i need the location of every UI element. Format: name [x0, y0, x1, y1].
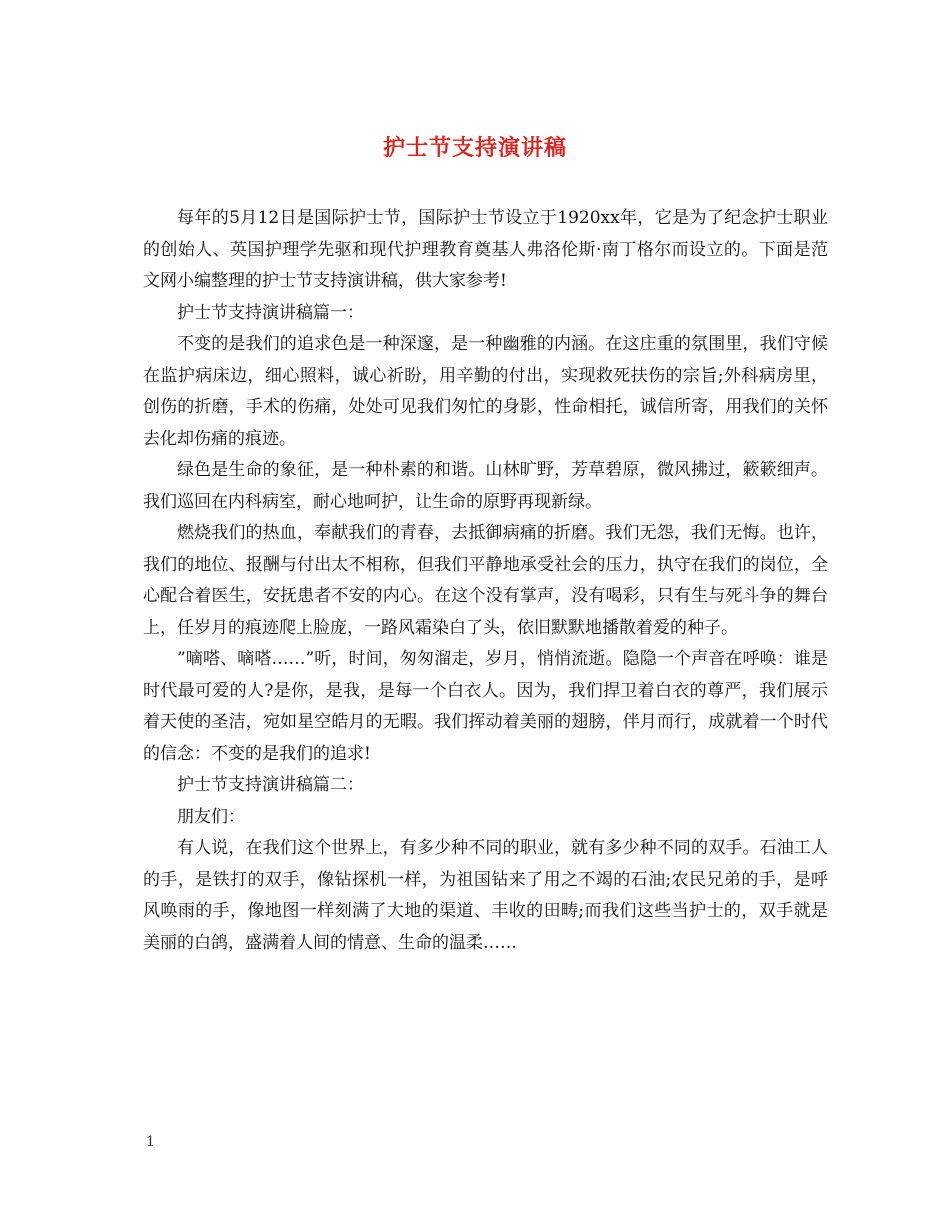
- paragraph-intro: 每年的5月12日是国际护士节，国际护士节设立于1920xx年，它是为了纪念护士职业的创始人、英国护理学先驱和现代护理教育奠基人弗洛伦斯·南丁格尔而设立的。下面是范文网小编整理的护士节支持演讲稿，供大家参考!: [143, 208, 828, 291]
- section-heading-one: 护士节支持演讲稿篇一：: [177, 302, 364, 323]
- paragraph: 不变的是我们的追求色是一种深邃，是一种幽雅的内涵。在这庄重的氛围里，我们守候在监护病床边，细心照料，诚心祈盼，用辛勤的付出，实现救死扶伤的宗旨;外科病房里，创伤的折磨，手术的伤痛，处处可见我们匆忙的身影，性命相托，诚信所寄，用我们的关怀去化却伤痛的痕迹。: [143, 334, 828, 449]
- paragraph: 有人说，在我们这个世界上，有多少种不同的职业，就有多少种不同的双手。石油工人的手，是铁打的双手，像钻探机一样，为祖国钻来了用之不竭的石油;农民兄弟的手，是呼风唤雨的手，像地图一样刻满了大地的渠道、丰收的田畴;而我们这些当护士的，双手就是美丽的白鸽，盛满着人间的情意、生命的温柔……: [143, 838, 828, 953]
- document-body: [143, 203, 828, 959]
- salutation: 朋友们：: [177, 806, 245, 827]
- section-heading-two: 护士节支持演讲稿篇二：: [177, 775, 364, 795]
- paragraph: 燃烧我们的热血，奉献我们的青春，去抵御病痛的折磨。我们无怨，我们无悔。也许，我们的地位、报酬与付出太不相称，但我们平静地承受社会的压力，执守在我们的岗位，全心配合着医生，安抚患者不安的内心。在这个没有掌声，没有喝彩，只有生与死斗争的舞台上，任岁月的痕迹爬上脸庞，一路风霜染白了头，依旧默默地播散着爱的种子。: [143, 523, 828, 638]
- document-title: 护士节支持演讲稿: [382, 135, 567, 161]
- paragraph: 绿色是生命的象征，是一种朴素的和谐。山林旷野，芳草碧原，微风拂过，簌簌细声。我们巡回在内科病室，耐心地呵护，让生命的原野再现新绿。: [143, 460, 828, 512]
- paragraph: ”嘀嗒、嘀嗒……”听，时间，匆匆溜走，岁月，悄悄流逝。隐隐一个声音在呼唤：谁是时代最可爱的人?是你，是我，是每一个白衣人。因为，我们捍卫着白衣的尊严，我们展示着天使的圣洁，宛如星空皓月的无暇。我们挥动着美丽的翅膀，伴月而行，成就着一个时代的信念：不变的是我们的追求!: [143, 649, 828, 764]
- page-number: 1: [146, 1134, 155, 1150]
